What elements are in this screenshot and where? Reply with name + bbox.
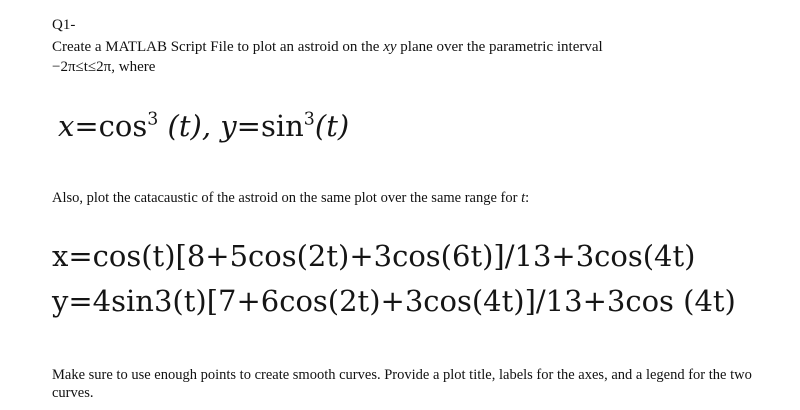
astroid-x-power: 3 (147, 109, 159, 130)
catacaustic-intro-variable: t (521, 190, 526, 206)
interval-text: −2π≤t≤2π, where (52, 59, 156, 75)
astroid-x-lhs: x (58, 109, 75, 143)
astroid-x-arg: (t), (158, 109, 221, 143)
astroid-equations (58, 106, 349, 146)
catacaustic-intro-end: : (525, 190, 530, 206)
astroid-x-rhs: =cos (74, 109, 148, 143)
plot-instructions: Make sure to use enough points to create smooth curves. Provide a plot title, labels for the axes, and a legend for the two curves. (52, 367, 752, 401)
question-intro (52, 37, 772, 77)
astroid-y-arg: (t) (314, 109, 350, 143)
intro-main-text: Create a MATLAB Script File to plot an astroid on the (52, 39, 384, 55)
question-number: Q1- (52, 17, 76, 33)
astroid-y-power: 3 (303, 109, 315, 130)
catacaustic-x-equation: x=cos(t)[8+5cos(2t)+3cos(6t)]/13+3cos(4t) (52, 239, 696, 273)
catacaustic-intro-text: Also, plot the catacaustic of the astroid on the same plot over the same range for (52, 190, 522, 206)
astroid-y-lhs: y (220, 109, 237, 143)
intro-rest-text: plane over the parametric interval (396, 39, 603, 55)
intro-variable: xy (383, 39, 397, 55)
catacaustic-y-equation: y=4sin3(t)[7+6cos(2t)+3cos(4t)]/13+3cos (4t) (52, 284, 736, 318)
astroid-y-rhs: =sin (236, 109, 304, 143)
catacaustic-intro (52, 188, 529, 208)
